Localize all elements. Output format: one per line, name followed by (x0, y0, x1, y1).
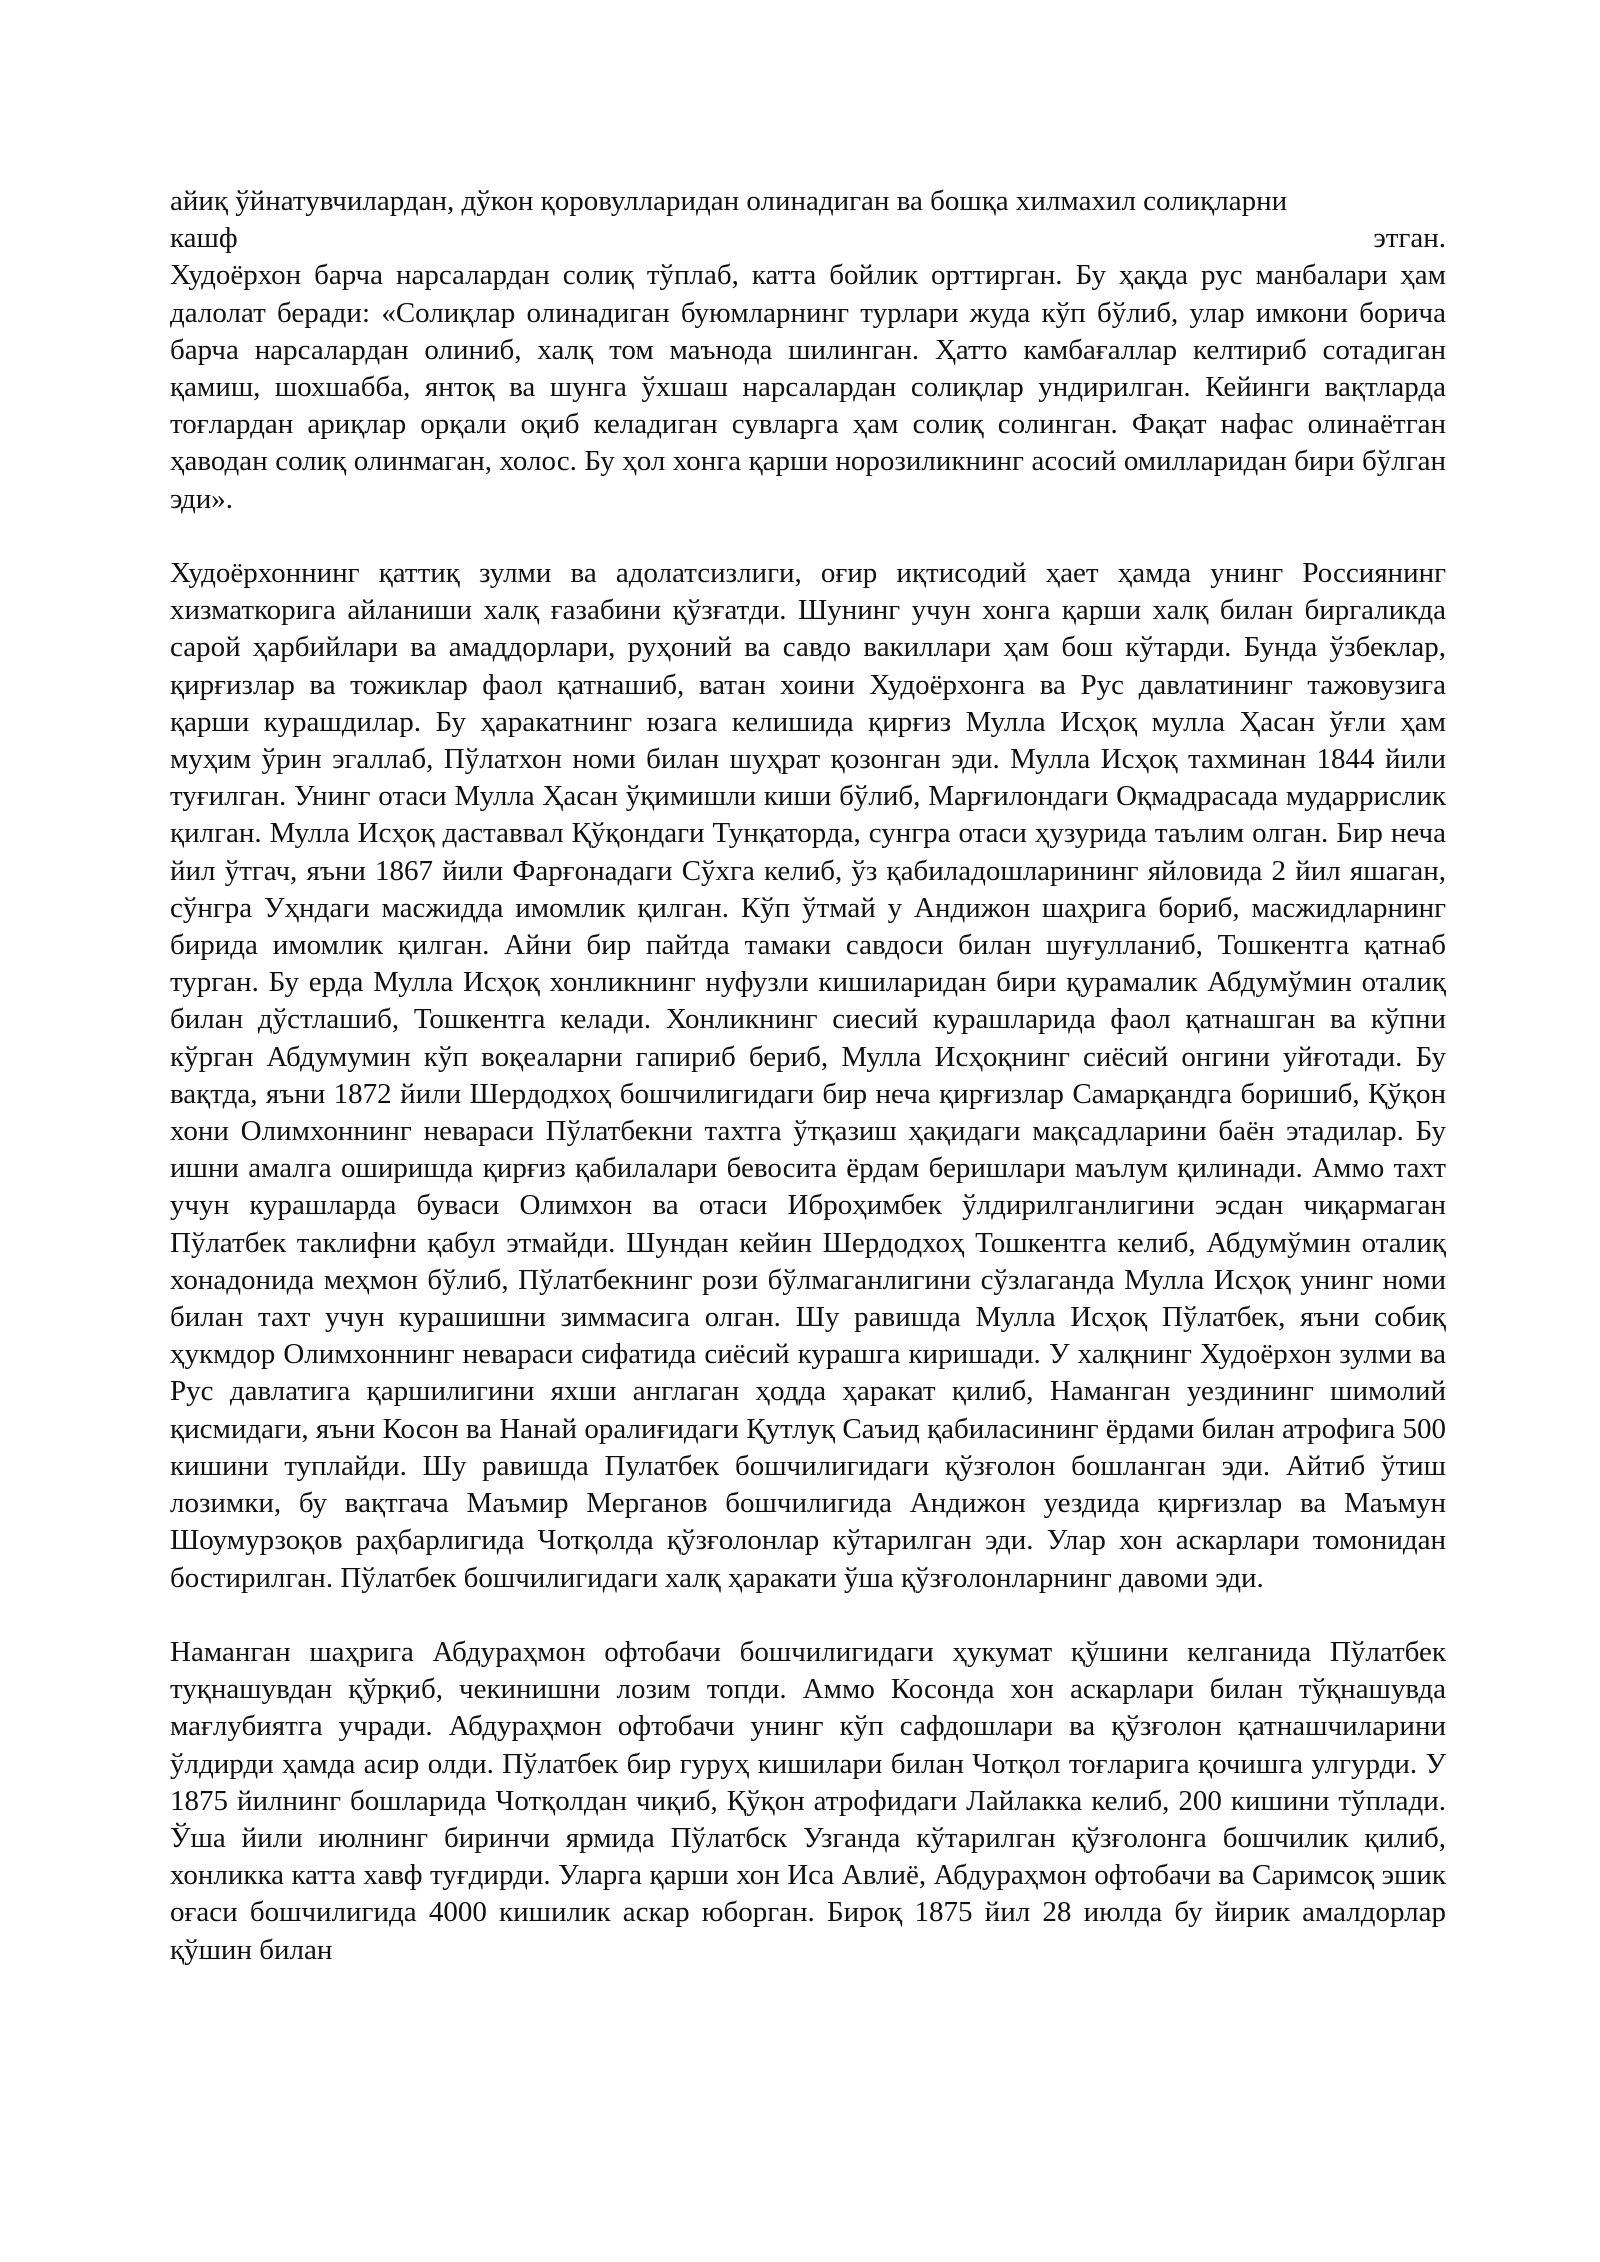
paragraph-uprising-origins: Худоёрхоннинг қаттиқ зулми ва адолатсизлиги, оғир иқтисодий ҳает ҳамда унинг Россиянинг хизматкорига айланиши халқ ғазабини қўзғатди. Шунинг учун хонга қарши халқ билан биргаликда сарой ҳарбийлари ва амаддорлари, руҳоний ва савдо вакиллари ҳам бош кўтарди. Бунда ўзбеклар, қирғизлар ва тожиклар фаол қатнашиб, ватан хоини Худоёрхонга ва Рус давлатининг тажовузига қарши курашдилар. Бу ҳаракатнинг юзага келишида қирғиз Мулла Исҳоқ мулла Ҳасан ўғли ҳам муҳим ўрин эгаллаб, Пўлатхон номи билан шуҳрат қозонган эди. Мулла Исҳоқ тахминан 1844 йили туғилган. Унинг отаси Мулла Ҳасан ўқимишли киши бўлиб, Марғилондаги Оқмадрасада мударрислик қилган. Мулла Исҳоқ даставвал Қўқондаги Тунқаторда, сунгра отаси ҳузурида таълим олган. Бир неча йил ўтгач, яъни 1867 йили Фарғонадаги Сўхга келиб, ўз қабиладошларининг яйловида 2 йил яшаган, сўнгра Уҳндаги масжидда имомлик қилган. Кўп ўтмай у Андижон шаҳрига бориб, масжидларнинг бирида имомлик қилган. Айни бир пайтда тамаки савдоси билан шуғулланиб, Тошкентга қатнаб турган. Бу ерда Мулла Исҳоқ хонликнинг нуфузли кишиларидан бири қурамалик Абдумўмин оталиқ билан дўстлашиб, Тошкентга келади. Хонликнинг сиесий курашларида фаол қатнашган ва кўпни кўрган Абдумумин кўп воқеаларни гапириб бериб, Мулла Исҳоқнинг сиёсий онгини уйғотади. Бу вақтда, яъни 1872 йили Шердодхоҳ бошчилигидаги бир неча қирғизлар Самарқандга боришиб, Қўқон хони Олимхоннинг невараси Пўлатбекни тахтга ўтқазиш ҳақидаги мақсадларини баён этадилар. Бу ишни амалга оширишда қирғиз қабилалари бевосита ёрдам беришлари маълум қилинади. Аммо тахт учун курашларда буваси Олимхон ва отаси Иброҳимбек ўлдирилганлигини эсдан чиқармаган Пўлатбек таклифни қабул этмайди. Шундан кейин Шердодхоҳ Тошкентга келиб, Абдумўмин оталиқ хонадонида меҳмон бўлиб, Пўлатбекнинг рози бўлмаганлигини сўзлаганда Мулла Исҳоқ унинг номи билан тахт учун курашишни зиммасига олган. Шу равишда Мулла Исҳоқ Пўлатбек, яъни собиқ ҳукмдор Олимхоннинг невараси сифатида сиёсий курашга киришади. У халқнинг Худоёрхон зулми ва Рус давлатига қаршилигини яхши англаган ҳодда ҳаракат қилиб, Наманган уездининг шимолий қисмидаги, яъни Косон ва Нанай оралиғидаги Қутлуқ Саъид қабиласининг ёрдами билан атрофига 500 кишини туплайди. Шу равишда Пулатбек бошчилигидаги қўзғолон бошланган эди. Айтиб ўтиш лозимки, бу вақтгача Маъмир Мерганов бошчилигида Андижон уездида қирғизлар ва Маъмун Шоумурзоқов раҳбарлигида Чотқолда қўзғолонлар кўтарилган эди. Улар хон аскарлари томонидан бостирилган. Пўлатбек бошчилигидаги халқ ҳаракати ўша қўзғолонларнинг давоми эди. (170, 557, 1446, 1594)
paragraph-line: Худоёрхон барча нарсалардан солиқ тўплаб, катта бойлик орттирган. Бу ҳақда рус манбалари ҳам далолат беради: «Солиқлар олинадиган буюмларнинг турлари жуда кўп бўлиб, улар имкони борича барча нарсалардан олиниб, халқ том маънода шилинган. Ҳатто камбағаллар келтириб сотадиган қамиш, шохшабба, янтоқ ва шунга ўхшаш нарсалардан солиқлар ундирилган. Кейинги вақтларда тоғлардан ариқлар орқали оқиб келадиган сувларга ҳам солиқ солинган. Фақат нафас олинаётган ҳаводан солиқ олинмаган, холос. Бу ҳол хонга қарши норозиликнинг асосий омилларидан бири бўлган эди». (170, 259, 1446, 515)
paragraph-line: кашф этган. (170, 222, 1446, 255)
paragraph-tax-history (170, 183, 1446, 518)
paragraph-namangan-battles: Наманган шаҳрига Абдураҳмон офтобачи бошчилигидаги ҳукумат қўшини келганида Пўлатбек туқнашувдан қўрқиб, чекинишни лозим топди. Аммо Косонда хон аскарлари билан тўқнашувда мағлубиятга учради. Абдураҳмон офтобачи унинг кўп сафдошлари ва қўзғолон қатнашчиларини ўлдирди ҳамда асир олди. Пўлатбек бир гуруҳ кишилари билан Чотқол тоғларига қочишга улгурди. У 1875 йилнинг бошларида Чотқолдан чиқиб, Қўқон атрофидаги Лайлакка келиб, 200 кишини тўплади. Ўша йили июлнинг биринчи ярмида Пўлатбск Узганда кўтарилган қўзғолонга бошчилик қилиб, хонликка катта хавф туғдирди. Уларга қарши хон Иса Авлиё, Абдураҳмон офтобачи ва Саримсоқ эшик оғаси бошчилигида 4000 кишилик аскар юборган. Бироқ 1875 йил 28 июлда бу йирик амалдорлар қўшин билан (170, 1635, 1446, 1966)
document-page (170, 183, 1446, 1969)
paragraph-line: айиқ ўйнатувчилардан, дўкон қоровулларидан олинадиган ва бошқа хилмахил солиқларни (170, 185, 1288, 217)
